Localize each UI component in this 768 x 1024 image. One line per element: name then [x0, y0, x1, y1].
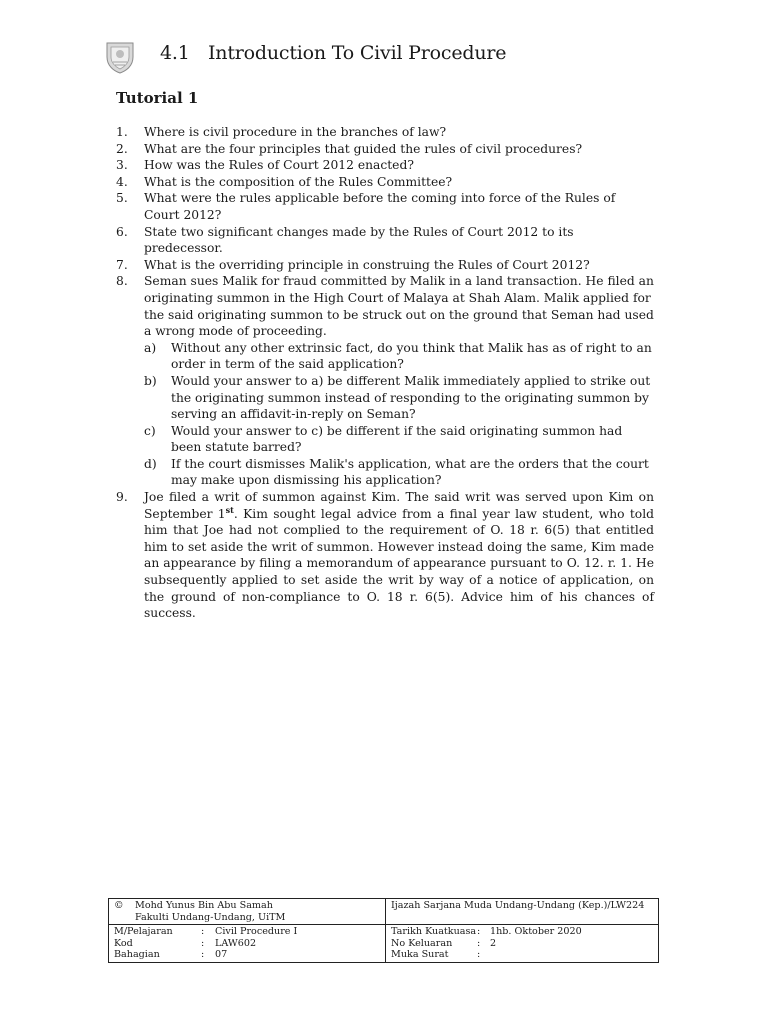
question-number: 2. [116, 141, 128, 156]
sub-question-text: Without any other extrinsic fact, do you think that Malik has as of right to an order in term of the said application? [171, 340, 652, 372]
sub-question-item [144, 340, 654, 373]
question-item [116, 489, 654, 622]
footer-separator: : [201, 937, 205, 949]
question-text-end: . Kim sought legal advice from a final year law student, who told him that Joe had not complied to the requirement of O. 18 r. 6(5) that entitled him to set aside the writ of summon. However instead doing the same, Kim made an appearance by filing a memorandum of appearance pursuant to O. 12. r. 1. He subsequently applied to set aside the writ by way of a notice of application, on the ground of non-compliance to O. 18 r. 6(5). Advice him of his chances of success. [144, 506, 654, 621]
question-number: 6. [116, 224, 128, 239]
footer-faculty: Fakulti Undang-Undang, UiTM [135, 911, 286, 923]
question-number: 4. [116, 174, 128, 189]
footer-label: Bahagian [114, 949, 160, 961]
footer-value: 1hb. Oktober 2020 [490, 926, 582, 938]
footer-field-row [391, 949, 653, 961]
footer-value: Civil Procedure I [215, 926, 298, 938]
footer-issue-cell [386, 925, 659, 963]
footer-field-row [391, 938, 653, 950]
footer-author: Mohd Yunus Bin Abu Samah [135, 900, 273, 911]
footer-separator: : [201, 949, 205, 961]
question-text: State two significant changes made by the Rules of Court 2012 to its predecessor. [144, 224, 574, 256]
question-number: 3. [116, 158, 128, 173]
footer-author-cell [109, 899, 386, 925]
question-item [116, 174, 654, 191]
question-text: What are the four principles that guided the rules of civil procedures? [144, 141, 583, 156]
footer-field-row [391, 926, 653, 938]
question-number: 1. [116, 125, 128, 139]
question-text: Where is civil procedure in the branches of law? [144, 125, 447, 139]
sub-question-text: If the court dismisses Malik's application, what are the orders that the court may make upon dismissing his application? [171, 456, 649, 488]
sub-question-item [144, 456, 654, 489]
footer-label: No Keluaran [391, 937, 453, 949]
question-list [116, 124, 654, 622]
footer-value: 07 [215, 949, 228, 961]
section-number: 4.1 [160, 42, 190, 64]
footer-programme: Ijazah Sarjana Muda Undang-Undang (Kep.)/LW224 [391, 900, 645, 911]
question-text: Seman sues Malik for fraud committed by Malik in a land transaction. He filed an originating summon in the High Court of Malaya at Shah Alam. Malik applied for the said originating summon to be struck out on the ground that Seman had used a wrong mode of proceeding. [144, 274, 654, 339]
tutorial-title: Tutorial 1 [116, 89, 199, 107]
footer-programme-cell [386, 899, 659, 925]
footer-course-cell [109, 925, 386, 963]
question-text: How was the Rules of Court 2012 enacted? [144, 158, 414, 173]
sub-question-letter: b) [144, 373, 157, 388]
question-number: 9. [116, 490, 128, 505]
sub-question-text: Would your answer to c) be different if the said originating summon had been statute barred? [171, 423, 623, 455]
question-item [116, 157, 654, 174]
question-text: What were the rules applicable before the coming into force of the Rules of Court 2012? [144, 191, 616, 222]
footer-separator: : [477, 949, 481, 961]
footer-label: Tarikh Kuatkuasa [391, 926, 477, 938]
sub-question-letter: c) [144, 423, 156, 438]
sub-question-text: Would your answer to a) be different Malik immediately applied to strike out the originating summon instead of responding to the originating summon by serving an affidavit-in-reply on Seman? [171, 373, 651, 422]
question-item [116, 224, 654, 257]
sub-question-item [144, 373, 654, 423]
section-heading [160, 42, 506, 64]
footer-separator: : [477, 937, 481, 949]
university-crest-logo [104, 40, 136, 74]
footer-label: Kod [114, 937, 133, 949]
ordinal-suffix: st [225, 504, 234, 515]
question-item [116, 124, 654, 141]
footer-value: 2 [490, 937, 497, 949]
question-text: What is the overriding principle in construing the Rules of Court 2012? [144, 257, 590, 272]
footer-label: M/Pelajaran [114, 926, 173, 938]
footer-label: Muka Surat [391, 949, 449, 961]
question-item [116, 257, 654, 274]
question-item [116, 190, 654, 223]
question-text: What is the composition of the Rules Committee? [144, 174, 453, 189]
footer-row-bottom [109, 925, 659, 963]
footer-field-row [114, 926, 380, 938]
sub-question-list [144, 340, 654, 489]
sub-question-item [144, 423, 654, 456]
question-text-start: Joe filed a writ of summon against Kim. The said writ was served upon Kim on September 1 [144, 490, 654, 521]
footer-value: LAW602 [215, 937, 257, 949]
question-number: 5. [116, 191, 128, 206]
section-title: Introduction To Civil Procedure [208, 42, 507, 64]
sub-question-letter: a) [144, 340, 157, 355]
document-footer-table [108, 898, 659, 963]
question-item [116, 141, 654, 158]
copyright-symbol: © [114, 900, 124, 911]
question-number: 7. [116, 257, 128, 272]
question-number: 8. [116, 274, 128, 289]
footer-separator: : [201, 926, 205, 938]
footer-separator: : [477, 926, 481, 938]
question-item [116, 273, 654, 489]
footer-field-row [114, 938, 380, 950]
sub-question-letter: d) [144, 456, 157, 471]
footer-field-row [114, 949, 380, 961]
footer-row-top [109, 899, 659, 925]
